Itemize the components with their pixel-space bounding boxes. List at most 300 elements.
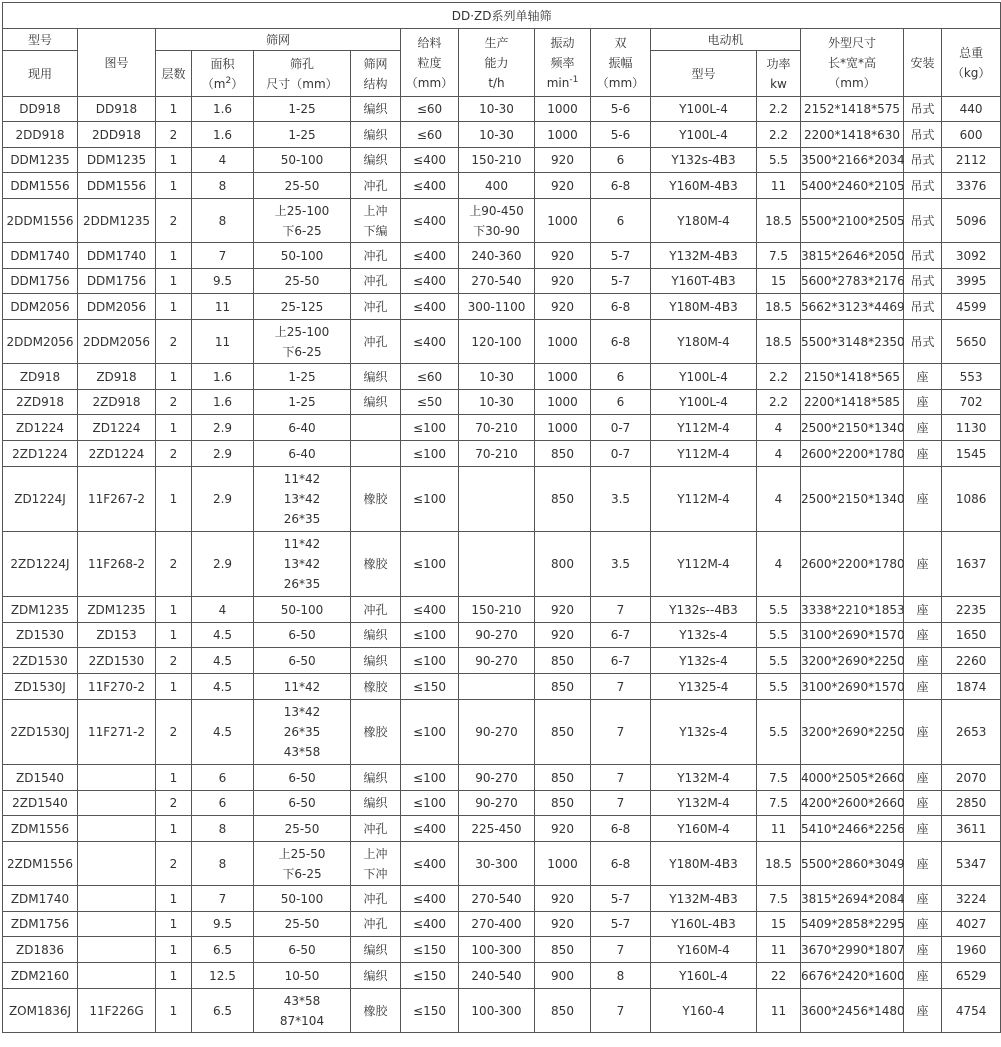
cell-amplitude: 6-8 (591, 842, 651, 886)
cell-hole-size: 50-100 (254, 886, 351, 912)
header-frequency (535, 29, 591, 97)
cell-area: 6.5 (192, 937, 254, 963)
cell-install: 吊式 (904, 269, 942, 294)
cell-mesh-structure: 冲孔 (351, 912, 401, 937)
cell-install: 座 (904, 912, 942, 937)
cell-model: ZDM1740 (3, 886, 78, 912)
cell-dimensions: 3815*2694*2084 (801, 886, 904, 912)
cell-amplitude: 7 (591, 765, 651, 791)
cell-capacity (459, 532, 535, 597)
cell-dimensions: 2150*1418*565 (801, 364, 904, 390)
cell-mesh-structure: 编织 (351, 122, 401, 148)
cell-motor-model: Y132s-4B3 (651, 148, 757, 173)
cell-motor-model: Y160T-4B3 (651, 269, 757, 294)
table-row (3, 597, 1001, 623)
header-model-current: 现用 (3, 51, 78, 97)
header-frequency-unit-sup: -1 (569, 74, 579, 85)
cell-model: DDM1756 (3, 269, 78, 294)
cell-capacity: 150-210 (459, 597, 535, 623)
cell-amplitude: 6-8 (591, 320, 651, 364)
cell-motor-model: Y132s-4 (651, 700, 757, 765)
table-row (3, 791, 1001, 816)
cell-hole-size: 25-125 (254, 294, 351, 320)
header-layers: 层数 (156, 51, 192, 97)
cell-install: 吊式 (904, 294, 942, 320)
cell-weight: 1650 (942, 623, 1001, 648)
cell-dimensions: 2200*1418*630 (801, 122, 904, 148)
table-row (3, 842, 1001, 886)
table-title: DD·ZD系列单轴筛 (3, 3, 1001, 29)
cell-mesh-structure: 冲孔 (351, 269, 401, 294)
cell-layers: 2 (156, 122, 192, 148)
cell-model: 2ZD1530J (3, 700, 78, 765)
cell-motor-power: 7.5 (757, 791, 801, 816)
cell-model: ZOM1836J (3, 989, 78, 1033)
cell-weight: 1874 (942, 674, 1001, 700)
cell-weight: 702 (942, 390, 1001, 415)
cell-weight: 600 (942, 122, 1001, 148)
cell-mesh-structure: 编织 (351, 148, 401, 173)
cell-amplitude: 3.5 (591, 467, 651, 532)
cell-install: 吊式 (904, 97, 942, 122)
cell-motor-model: Y180M-4 (651, 320, 757, 364)
cell-install: 座 (904, 674, 942, 700)
cell-amplitude: 0-7 (591, 415, 651, 441)
cell-capacity: 10-30 (459, 364, 535, 390)
cell-frequency: 1000 (535, 364, 591, 390)
cell-layers: 1 (156, 467, 192, 532)
cell-model: ZDM2160 (3, 963, 78, 989)
cell-area: 1.6 (192, 122, 254, 148)
cell-drawing-no: 11F267-2 (78, 467, 156, 532)
header-feed-line-1: 给料 (417, 35, 442, 50)
cell-amplitude: 5-6 (591, 122, 651, 148)
cell-motor-power: 4 (757, 532, 801, 597)
cell-feed-size: ≤100 (401, 791, 459, 816)
cell-install: 座 (904, 842, 942, 886)
cell-frequency: 1000 (535, 842, 591, 886)
cell-model: DD918 (3, 97, 78, 122)
cell-layers: 2 (156, 199, 192, 243)
cell-layers: 1 (156, 765, 192, 791)
cell-feed-size: ≤100 (401, 700, 459, 765)
cell-hole-size: 11*42 13*42 26*35 (254, 532, 351, 597)
cell-model: ZD1224 (3, 415, 78, 441)
table-row (3, 243, 1001, 269)
cell-install: 座 (904, 816, 942, 842)
cell-weight: 2112 (942, 148, 1001, 173)
cell-dimensions: 3500*2166*2034 (801, 148, 904, 173)
cell-dimensions: 3200*2690*2250 (801, 648, 904, 674)
cell-hole-size: 1-25 (254, 122, 351, 148)
cell-install: 座 (904, 415, 942, 441)
cell-capacity: 270-540 (459, 269, 535, 294)
cell-layers: 1 (156, 269, 192, 294)
cell-mesh-structure: 橡胶 (351, 700, 401, 765)
cell-mesh-structure: 冲孔 (351, 294, 401, 320)
cell-motor-model: Y132M-4 (651, 765, 757, 791)
cell-area: 1.6 (192, 364, 254, 390)
cell-dimensions: 5409*2858*2295 (801, 912, 904, 937)
cell-mesh-structure: 冲孔 (351, 173, 401, 199)
cell-install: 座 (904, 648, 942, 674)
header-dimensions-line-1: 外型尺寸 (827, 35, 876, 50)
cell-weight: 3995 (942, 269, 1001, 294)
cell-model: 2ZD1224 (3, 441, 78, 467)
cell-install: 座 (904, 791, 942, 816)
cell-frequency: 920 (535, 912, 591, 937)
table-row (3, 148, 1001, 173)
cell-layers: 2 (156, 648, 192, 674)
cell-hole-size: 25-50 (254, 269, 351, 294)
cell-feed-size: ≤400 (401, 912, 459, 937)
cell-frequency: 920 (535, 148, 591, 173)
cell-motor-model: Y100L-4 (651, 364, 757, 390)
cell-model: ZDM1756 (3, 912, 78, 937)
cell-amplitude: 5-6 (591, 97, 651, 122)
cell-hole-size: 6-40 (254, 441, 351, 467)
cell-capacity: 270-540 (459, 886, 535, 912)
cell-motor-model: Y132M-4B3 (651, 886, 757, 912)
cell-motor-model: Y160M-4 (651, 937, 757, 963)
cell-capacity: 90-270 (459, 623, 535, 648)
cell-capacity: 100-300 (459, 937, 535, 963)
cell-install: 座 (904, 963, 942, 989)
cell-mesh-structure: 编织 (351, 390, 401, 415)
cell-drawing-no: DDM1556 (78, 173, 156, 199)
cell-feed-size: ≤60 (401, 97, 459, 122)
cell-hole-size: 43*58 87*104 (254, 989, 351, 1033)
cell-capacity: 240-540 (459, 963, 535, 989)
cell-frequency: 920 (535, 243, 591, 269)
cell-area: 4 (192, 597, 254, 623)
cell-capacity: 上90-450 下30-90 (459, 199, 535, 243)
cell-frequency: 1000 (535, 415, 591, 441)
cell-feed-size: ≤150 (401, 989, 459, 1033)
cell-weight: 553 (942, 364, 1001, 390)
cell-capacity (459, 674, 535, 700)
cell-frequency: 920 (535, 816, 591, 842)
cell-weight: 4027 (942, 912, 1001, 937)
cell-hole-size: 25-50 (254, 816, 351, 842)
cell-model: ZD1530 (3, 623, 78, 648)
cell-motor-model: Y1325-4 (651, 674, 757, 700)
cell-model: ZD1530J (3, 674, 78, 700)
cell-layers: 1 (156, 674, 192, 700)
cell-frequency: 1000 (535, 320, 591, 364)
header-capacity-line-3: t/h (488, 75, 505, 90)
cell-hole-size: 11*42 13*42 26*35 (254, 467, 351, 532)
cell-install: 座 (904, 989, 942, 1033)
cell-hole-size: 50-100 (254, 243, 351, 269)
header-dimensions-line-2: 长*宽*高 (827, 55, 876, 70)
header-hole-size-line-1: 筛孔 (289, 56, 314, 71)
header-drawing-no: 图号 (78, 29, 156, 97)
cell-dimensions: 2500*2150*1340 (801, 415, 904, 441)
cell-feed-size: ≤100 (401, 623, 459, 648)
cell-hole-size: 上25-50 下6-25 (254, 842, 351, 886)
cell-drawing-no: 11F271-2 (78, 700, 156, 765)
header-frequency-unit: min (546, 75, 570, 90)
cell-area: 4.5 (192, 674, 254, 700)
cell-area: 7 (192, 886, 254, 912)
header-frequency-line-3 (535, 73, 590, 93)
cell-layers: 1 (156, 97, 192, 122)
cell-area: 7 (192, 243, 254, 269)
cell-model: ZD1836 (3, 937, 78, 963)
cell-model: 2ZD1540 (3, 791, 78, 816)
cell-motor-power: 18.5 (757, 842, 801, 886)
cell-weight: 1637 (942, 532, 1001, 597)
cell-amplitude: 6-7 (591, 648, 651, 674)
cell-drawing-no: ZD918 (78, 364, 156, 390)
cell-weight: 1545 (942, 441, 1001, 467)
cell-motor-power: 5.5 (757, 623, 801, 648)
cell-capacity: 240-360 (459, 243, 535, 269)
cell-mesh-structure: 上冲 下冲 (351, 842, 401, 886)
header-capacity-line-2: 能力 (484, 55, 509, 70)
cell-motor-power: 11 (757, 989, 801, 1033)
cell-area: 4.5 (192, 648, 254, 674)
cell-dimensions: 6676*2420*1600 (801, 963, 904, 989)
cell-area: 2.9 (192, 441, 254, 467)
cell-drawing-no: DD918 (78, 97, 156, 122)
cell-model: DDM1556 (3, 173, 78, 199)
cell-motor-power: 5.5 (757, 648, 801, 674)
cell-area: 8 (192, 173, 254, 199)
cell-feed-size: ≤60 (401, 364, 459, 390)
cell-layers: 2 (156, 390, 192, 415)
cell-weight: 2653 (942, 700, 1001, 765)
cell-frequency: 850 (535, 648, 591, 674)
cell-dimensions: 2600*2200*1780 (801, 532, 904, 597)
cell-amplitude: 7 (591, 989, 651, 1033)
cell-feed-size: ≤100 (401, 415, 459, 441)
cell-model: 2ZD918 (3, 390, 78, 415)
cell-motor-model: Y160L-4 (651, 963, 757, 989)
cell-frequency: 900 (535, 963, 591, 989)
cell-motor-model: Y132s--4B3 (651, 597, 757, 623)
cell-hole-size: 6-40 (254, 415, 351, 441)
cell-model: 2ZD1224J (3, 532, 78, 597)
table-row (3, 963, 1001, 989)
cell-hole-size: 1-25 (254, 364, 351, 390)
table-row (3, 415, 1001, 441)
cell-mesh-structure: 编织 (351, 963, 401, 989)
header-amplitude (591, 29, 651, 97)
cell-frequency: 850 (535, 467, 591, 532)
cell-amplitude: 0-7 (591, 441, 651, 467)
table-row (3, 765, 1001, 791)
cell-drawing-no: 2ZD1224 (78, 441, 156, 467)
table-row (3, 623, 1001, 648)
cell-motor-power: 18.5 (757, 294, 801, 320)
table-row (3, 364, 1001, 390)
cell-frequency: 800 (535, 532, 591, 597)
cell-capacity: 150-210 (459, 148, 535, 173)
cell-feed-size: ≤50 (401, 390, 459, 415)
cell-feed-size: ≤150 (401, 963, 459, 989)
cell-weight: 440 (942, 97, 1001, 122)
cell-feed-size: ≤100 (401, 467, 459, 532)
cell-hole-size: 6-50 (254, 937, 351, 963)
cell-drawing-no: DDM1756 (78, 269, 156, 294)
cell-drawing-no (78, 842, 156, 886)
cell-frequency: 920 (535, 886, 591, 912)
cell-model: 2ZDM1556 (3, 842, 78, 886)
cell-motor-model: Y132M-4B3 (651, 243, 757, 269)
cell-amplitude: 7 (591, 700, 651, 765)
cell-motor-model: Y160L-4B3 (651, 912, 757, 937)
cell-area: 4.5 (192, 623, 254, 648)
cell-frequency: 1000 (535, 199, 591, 243)
cell-capacity: 100-300 (459, 989, 535, 1033)
cell-weight: 2235 (942, 597, 1001, 623)
cell-hole-size: 13*42 26*35 43*58 (254, 700, 351, 765)
cell-dimensions: 3100*2690*1570 (801, 674, 904, 700)
cell-weight: 2070 (942, 765, 1001, 791)
header-capacity-line-1: 生产 (484, 35, 509, 50)
cell-frequency: 850 (535, 791, 591, 816)
cell-frequency: 850 (535, 765, 591, 791)
cell-hole-size: 上25-100 下6-25 (254, 320, 351, 364)
cell-drawing-no (78, 937, 156, 963)
cell-area: 11 (192, 294, 254, 320)
cell-dimensions: 3338*2210*1853 (801, 597, 904, 623)
cell-area: 4 (192, 148, 254, 173)
table-row (3, 269, 1001, 294)
cell-drawing-no: DDM1235 (78, 148, 156, 173)
cell-weight: 3092 (942, 243, 1001, 269)
cell-capacity: 90-270 (459, 765, 535, 791)
cell-area: 9.5 (192, 912, 254, 937)
cell-feed-size: ≤100 (401, 648, 459, 674)
cell-capacity: 90-270 (459, 791, 535, 816)
cell-capacity: 30-300 (459, 842, 535, 886)
cell-feed-size: ≤400 (401, 597, 459, 623)
cell-capacity: 300-1100 (459, 294, 535, 320)
cell-amplitude: 7 (591, 937, 651, 963)
cell-drawing-no: ZD1224 (78, 415, 156, 441)
cell-amplitude: 8 (591, 963, 651, 989)
cell-dimensions: 4000*2505*2660 (801, 765, 904, 791)
cell-motor-power: 2.2 (757, 364, 801, 390)
cell-layers: 1 (156, 294, 192, 320)
header-area (192, 51, 254, 97)
table-row (3, 648, 1001, 674)
cell-capacity: 270-400 (459, 912, 535, 937)
cell-model: 2DDM1556 (3, 199, 78, 243)
table-row (3, 441, 1001, 467)
cell-motor-power: 4 (757, 441, 801, 467)
cell-amplitude: 7 (591, 674, 651, 700)
table-row (3, 390, 1001, 415)
cell-weight: 3224 (942, 886, 1001, 912)
cell-dimensions: 3600*2456*1480 (801, 989, 904, 1033)
cell-capacity (459, 467, 535, 532)
cell-drawing-no: 2DDM2056 (78, 320, 156, 364)
cell-motor-power: 4 (757, 467, 801, 532)
cell-hole-size: 10-50 (254, 963, 351, 989)
cell-hole-size: 25-50 (254, 173, 351, 199)
cell-mesh-structure (351, 415, 401, 441)
cell-layers: 1 (156, 816, 192, 842)
cell-install: 座 (904, 390, 942, 415)
cell-layers: 2 (156, 441, 192, 467)
cell-drawing-no (78, 765, 156, 791)
cell-capacity: 10-30 (459, 390, 535, 415)
header-hole-size (254, 51, 351, 97)
header-dimensions-line-3: （mm） (828, 75, 876, 90)
cell-motor-power: 2.2 (757, 390, 801, 415)
table-row (3, 886, 1001, 912)
cell-motor-power: 5.5 (757, 597, 801, 623)
table-row (3, 816, 1001, 842)
cell-drawing-no: 2DD918 (78, 122, 156, 148)
cell-hole-size: 1-25 (254, 390, 351, 415)
cell-area: 12.5 (192, 963, 254, 989)
cell-install: 吊式 (904, 122, 942, 148)
cell-drawing-no: ZD153 (78, 623, 156, 648)
header-weight (942, 29, 1001, 97)
header-weight-line-2: （kg） (951, 65, 991, 80)
cell-motor-power: 15 (757, 912, 801, 937)
cell-hole-size: 6-50 (254, 765, 351, 791)
cell-motor-model: Y132M-4 (651, 791, 757, 816)
cell-dimensions: 2500*2150*1340 (801, 467, 904, 532)
cell-hole-size: 1-25 (254, 97, 351, 122)
cell-weight: 3376 (942, 173, 1001, 199)
cell-dimensions: 2600*2200*1780 (801, 441, 904, 467)
cell-feed-size: ≤60 (401, 122, 459, 148)
cell-amplitude: 6-8 (591, 294, 651, 320)
cell-motor-model: Y100L-4 (651, 122, 757, 148)
cell-dimensions: 5600*2783*2176 (801, 269, 904, 294)
cell-install: 吊式 (904, 320, 942, 364)
cell-capacity: 90-270 (459, 700, 535, 765)
header-motor-group: 电动机 (651, 29, 801, 51)
cell-install: 吊式 (904, 173, 942, 199)
cell-layers: 1 (156, 364, 192, 390)
cell-feed-size: ≤400 (401, 243, 459, 269)
cell-weight: 6529 (942, 963, 1001, 989)
cell-dimensions: 5500*2860*3049 (801, 842, 904, 886)
cell-motor-model: Y112M-4 (651, 467, 757, 532)
header-area-unit-close: ） (231, 76, 244, 91)
cell-area: 11 (192, 320, 254, 364)
cell-feed-size: ≤400 (401, 173, 459, 199)
cell-amplitude: 6 (591, 390, 651, 415)
cell-drawing-no (78, 912, 156, 937)
cell-model: 2DD918 (3, 122, 78, 148)
cell-motor-power: 11 (757, 937, 801, 963)
cell-area: 8 (192, 816, 254, 842)
cell-motor-model: Y160-4 (651, 989, 757, 1033)
cell-feed-size: ≤400 (401, 148, 459, 173)
cell-feed-size: ≤400 (401, 269, 459, 294)
cell-mesh-structure: 编织 (351, 623, 401, 648)
cell-layers: 2 (156, 791, 192, 816)
header-model-group: 型号 (3, 29, 78, 51)
cell-motor-power: 22 (757, 963, 801, 989)
cell-capacity: 10-30 (459, 97, 535, 122)
cell-mesh-structure: 编织 (351, 765, 401, 791)
cell-weight: 1960 (942, 937, 1001, 963)
cell-drawing-no (78, 791, 156, 816)
cell-drawing-no: ZDM1235 (78, 597, 156, 623)
table-row (3, 173, 1001, 199)
cell-area: 6 (192, 765, 254, 791)
